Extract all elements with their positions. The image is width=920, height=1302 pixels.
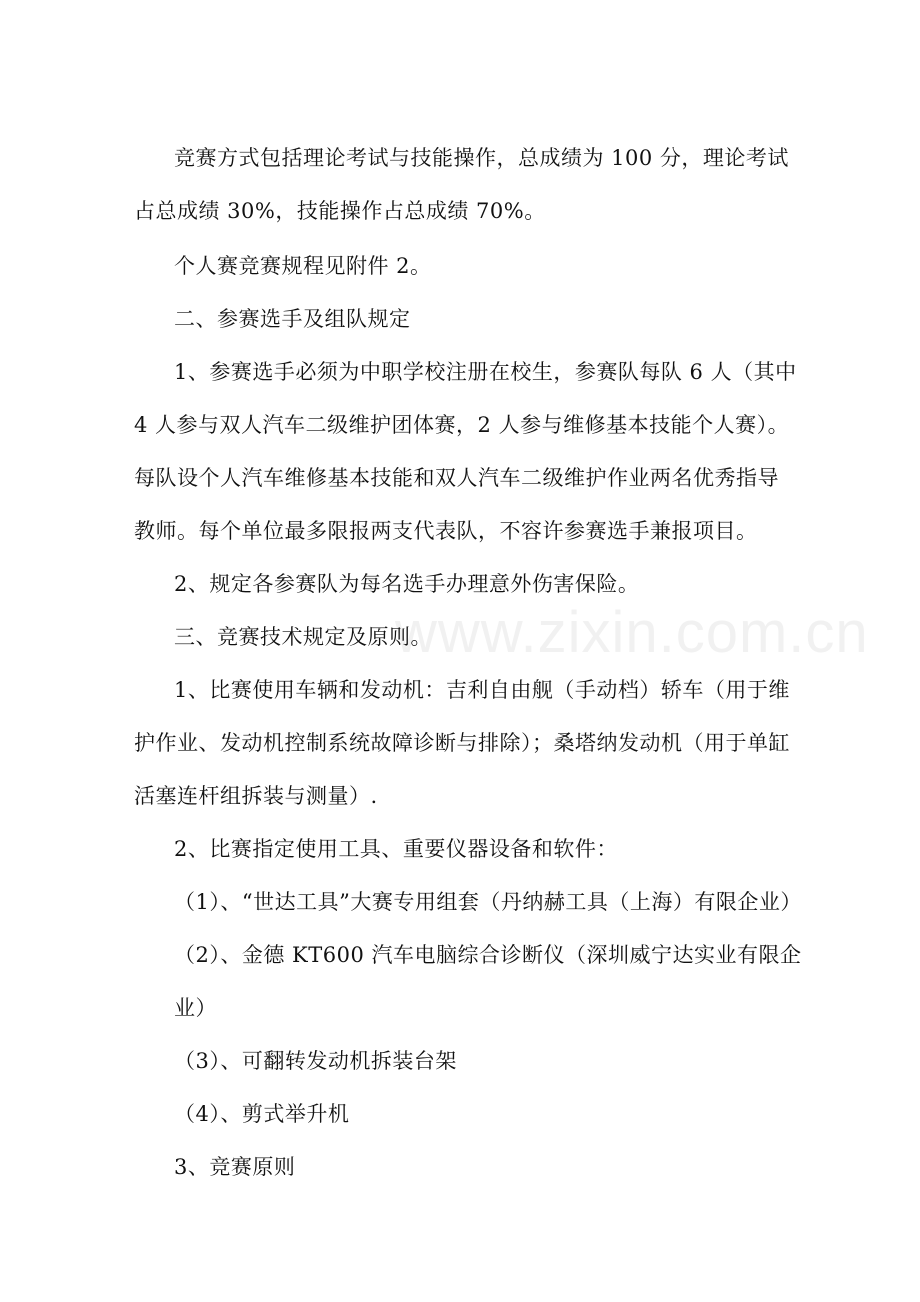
paragraph-tools-heading: 2、比赛指定使用工具、重要仪器设备和软件： [174, 837, 618, 861]
paragraph-insurance: 2、规定各参赛队为每名选手办理意外伤害保险。 [174, 572, 640, 596]
paragraph-eligibility-cont-3: 教师。每个单位最多限报两支代表队，不容许参赛选手兼报项目。 [134, 519, 758, 543]
section-heading-team-rules: 二、参赛选手及组队规定 [174, 307, 411, 331]
paragraph-competition-format: 竞赛方式包括理论考试与技能操作，总成绩为 100 分，理论考试 [174, 146, 789, 170]
list-item-tools-4: （4）、剪式举升机 [174, 1102, 350, 1126]
paragraph-eligibility-cont-2: 每队设个人汽车维修基本技能和双人汽车二级维护作业两名优秀指导 [134, 466, 779, 490]
paragraph-competition-principles: 3、竞赛原则 [174, 1155, 296, 1179]
list-item-tools-3: （3）、可翻转发动机拆装台架 [174, 1049, 457, 1073]
paragraph-eligibility-cont-1: 4 人参与双人汽车二级维护团体赛，2 人参与维修基本技能个人赛）。 [134, 413, 790, 437]
paragraph-individual-rules: 个人赛竞赛规程见附件 2。 [174, 254, 432, 278]
paragraph-vehicles: 1、比赛使用车辆和发动机：吉利自由舰（手动档）轿车（用于维 [174, 678, 790, 702]
watermark: www.zixin.com.cn [395, 600, 869, 665]
paragraph-vehicles-cont-2: 活塞连杆组拆装与测量）. [134, 784, 378, 808]
list-item-tools-2-cont: 业） [174, 996, 217, 1020]
paragraph-vehicles-cont-1: 护作业、发动机控制系统故障诊断与排除）；桑塔纳发动机（用于单缸 [134, 731, 790, 755]
section-heading-technical-rules: 三、竞赛技术规定及原则。 [174, 625, 432, 649]
list-item-tools-2: （2）、金德 KT600 汽车电脑综合诊断仪（深圳威宁达实业有限企 [174, 943, 802, 967]
list-item-tools-1: （1）、“世达工具”大赛专用组套（丹纳赫工具（上海）有限企业） [174, 890, 802, 914]
paragraph-eligibility: 1、参赛选手必须为中职学校注册在校生，参赛队每队 6 人（其中 [174, 360, 797, 384]
paragraph-competition-format-cont: 占总成绩 30%，技能操作占总成绩 70%。 [134, 199, 546, 223]
